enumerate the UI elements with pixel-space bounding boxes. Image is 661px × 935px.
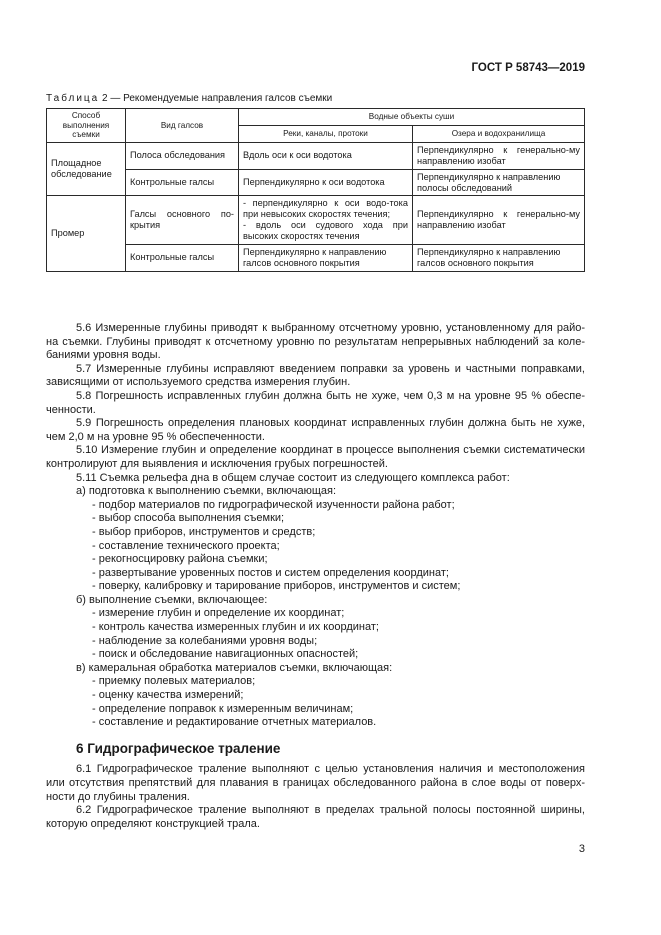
cell-rivers <box>239 196 413 244</box>
list-item: - приемку полевых материалов; <box>92 675 256 688</box>
cell-type: Полоса обследования <box>126 143 239 170</box>
header-method: Способ выполнения съемки <box>47 109 126 143</box>
paragraph-6-2: 6.2 Гидрографическое траление выполняют в пределах тральной полосы постоянной ширины, которую определяют конструкцией трала. <box>46 804 585 830</box>
table-caption-text: 2 — Рекомендуемые направления галсов съемки <box>102 93 333 104</box>
cell-rivers-line-b: - вдоль оси судового хода при высоких скоростях течения <box>243 220 408 242</box>
list-item: - измерение глубин и определение их координат; <box>92 607 345 620</box>
paragraph-5-10: 5.10 Измерение глубин и определение координат в процессе выполнения съемки систематически контролируют для выявления и исключения грубых погрешностей. <box>46 444 585 470</box>
list-item: - оценку качества измерений; <box>92 689 244 702</box>
table-row <box>47 169 585 196</box>
cell-type: Контрольные галсы <box>126 169 239 196</box>
list-item: - выбор приборов, инструментов и средств; <box>92 525 316 538</box>
cell-lakes: Перпендикулярно к направлению полосы обследований <box>413 169 585 196</box>
cell-type: Контрольные галсы <box>126 244 239 271</box>
header-rivers: Реки, каналы, протоки <box>239 126 413 143</box>
list-item: - развертывание уровенных постов и систем определения координат; <box>92 566 449 579</box>
cell-lakes: Перпендикулярно к направлению галсов основного покрытия <box>413 244 585 271</box>
table-row <box>47 244 585 271</box>
cell-lakes: Перпендикулярно к генерально-му направлению изобат <box>413 143 585 170</box>
list-b-title: б) выполнение съемки, включающее: <box>76 593 268 606</box>
list-item: - рекогносцировку района съемки; <box>92 553 268 566</box>
directions-table <box>46 108 585 272</box>
paragraph-5-6: 5.6 Измеренные глубины приводят к выбранному отсчетному уровню, установленному для райо-на съемки. Глубины приводят к отсчетному уровню по результатам непрерывных наблюдений за коле-баниями уровня воды. <box>46 322 585 362</box>
cell-rivers: Вдоль оси к оси водотока <box>239 143 413 170</box>
cell-type: Галсы основного по-крытия <box>126 196 239 244</box>
cell-rivers-line-a: - перпендикулярно к оси водо-тока при невысоких скоростях течения; <box>243 198 408 220</box>
list-item: - составление и редактирование отчетных материалов. <box>92 716 377 729</box>
list-item: - подбор материалов по гидрографической изученности района работ; <box>92 498 455 511</box>
paragraph-5-9: 5.9 Погрешность определения плановых координат исправленных глубин должна быть не хуже, чем 2,0 м на уровне 95 % обеспеченности. <box>46 417 585 443</box>
cell-rivers: Перпендикулярно к оси водотока <box>239 169 413 196</box>
list-item: - наблюдение за колебаниями уровня воды; <box>92 634 318 647</box>
header-water-objects: Водные объекты суши <box>239 109 585 126</box>
paragraph-5-8: 5.8 Погрешность исправленных глубин должна быть не хуже, чем 0,3 м на уровне 95 % обеспе-ченности. <box>46 389 585 416</box>
cell-rivers: Перпендикулярно к направлению галсов основного покрытия <box>239 244 413 271</box>
list-item: - контроль качества измеренных глубин и их координат; <box>92 621 379 634</box>
cell-method: Площадное обследование <box>47 143 126 196</box>
header-lakes: Озера и водохранилища <box>413 126 585 143</box>
paragraph-5-7: 5.7 Измеренные глубины исправляют введением поправки за уровень и частными поправками, зависящими от используемого средства измерения глубин. <box>46 362 585 389</box>
table-caption <box>46 93 332 104</box>
list-item: - определение поправок к измеренным величинам; <box>92 702 354 715</box>
section-6-title: 6 Гидрографическое траление <box>76 740 281 756</box>
list-a-title: а) подготовка к выполнению съемки, включающая: <box>76 485 337 498</box>
standard-id: ГОСТ Р 58743—2019 <box>471 62 585 74</box>
list-c-title: в) камеральная обработка материалов съемки, включающая: <box>76 661 393 674</box>
body-text <box>46 322 585 831</box>
cell-method: Промер <box>47 196 126 271</box>
table-caption-label: Таблица <box>46 93 100 104</box>
list-item: - составление технического проекта; <box>92 539 280 552</box>
list-item: - поиск и обследование навигационных опасностей; <box>92 648 359 661</box>
paragraph-6-1: 6.1 Гидрографическое траление выполняют с целью установления наличия и местоположения или отсутствия препятствий для плавания в границах обследованного района в слое воды от поверх-ности до глубины траления. <box>46 763 585 803</box>
table-row <box>47 196 585 244</box>
header-tack-type: Вид галсов <box>126 109 239 143</box>
cell-lakes: Перпендикулярно к генерально-му направлению изобат <box>413 196 585 244</box>
page-number: 3 <box>578 843 585 855</box>
table-row <box>47 143 585 170</box>
list-item: - выбор способа выполнения съемки; <box>92 512 285 525</box>
paragraph-5-11: 5.11 Съемка рельефа дна в общем случае состоит из следующего комплекса работ: <box>76 471 510 484</box>
list-item: - поверку, калибровку и тарирование приборов, инструментов и систем; <box>92 580 461 593</box>
